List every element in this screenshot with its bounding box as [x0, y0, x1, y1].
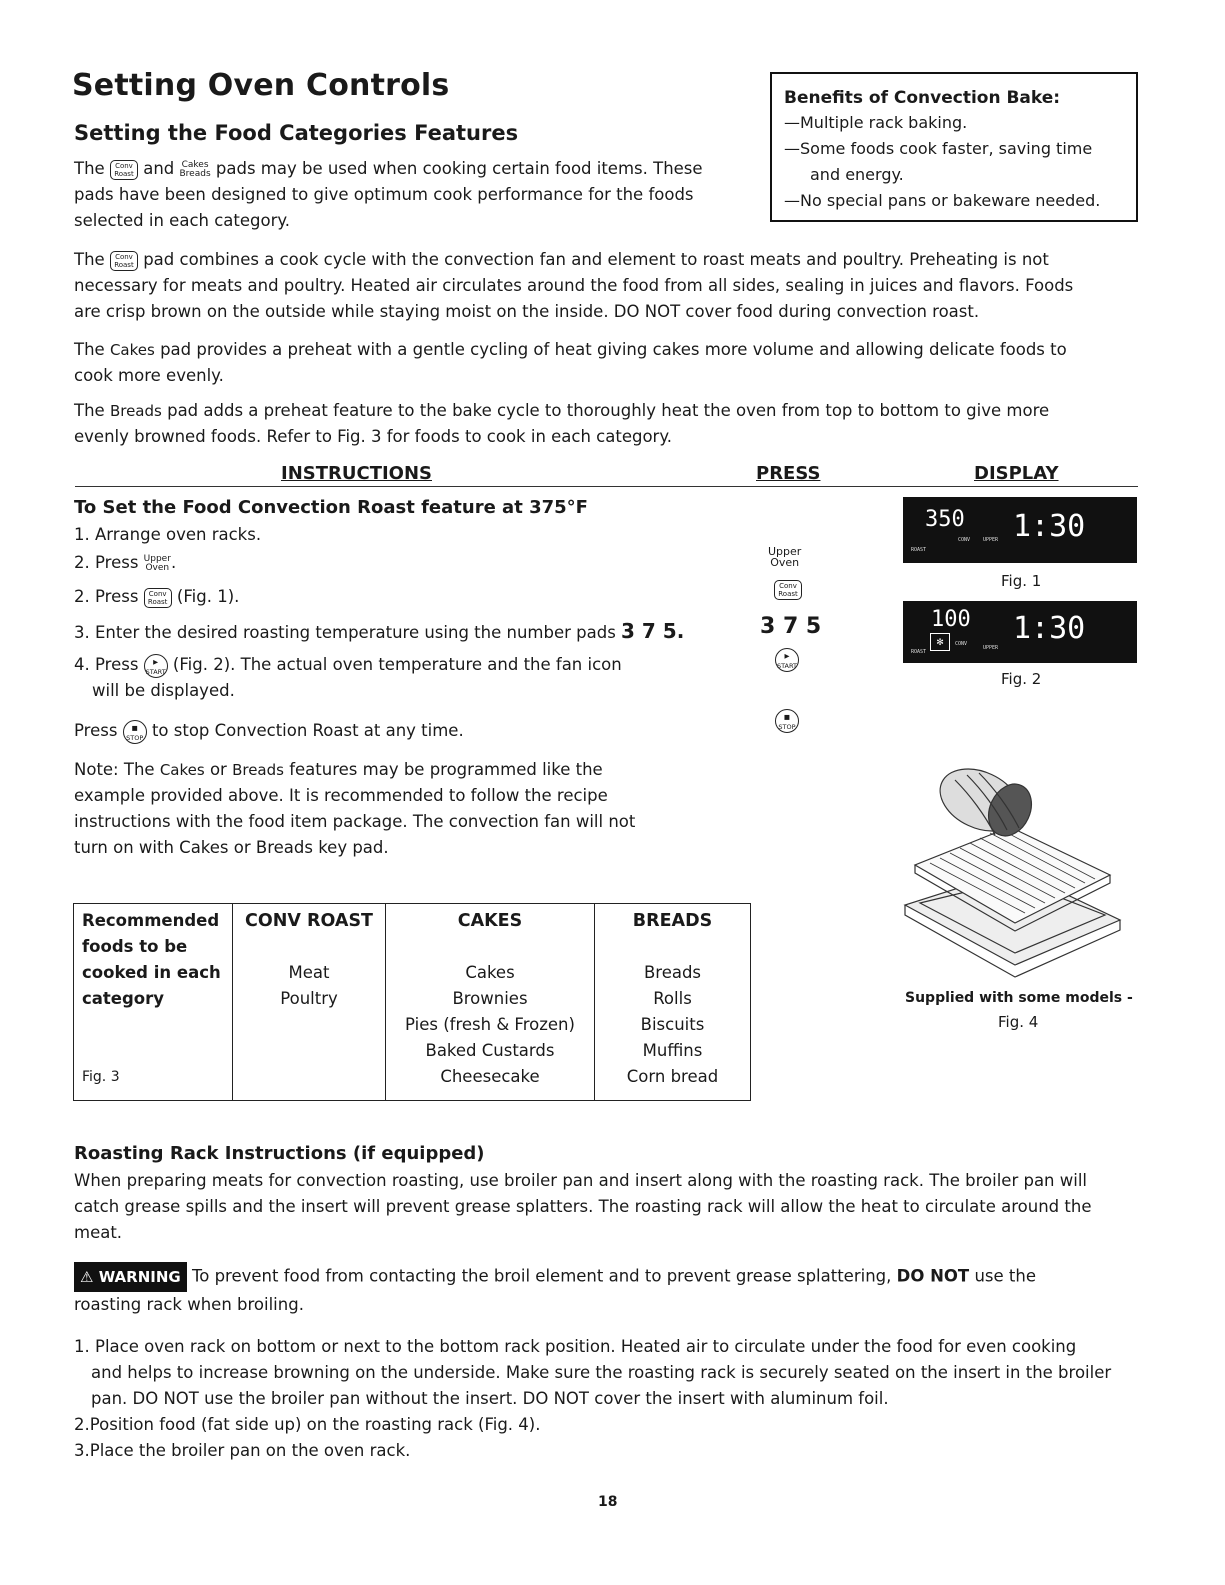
table-cell: Brownies [452, 989, 528, 1008]
instruction-step: 3. Enter the desired roasting temperature using the number pads 3 7 5. [74, 619, 685, 643]
table-header: CONV ROAST [245, 911, 373, 931]
table-cell: Pies (fresh & Frozen) [405, 1015, 575, 1034]
press-start-icon: ▶ START [775, 648, 799, 672]
cakes-breads-pad-icon: Cakes Breads [179, 159, 211, 179]
display-temperature: 350 [925, 507, 965, 532]
table-cell: Muffins [642, 1041, 703, 1060]
page-number: 18 [598, 1494, 618, 1510]
intro-text: pads have been designed to give optimum cook performance for the foods [74, 185, 694, 204]
benefit-item: —Multiple rack baking. [784, 113, 968, 132]
instruction-step: 1. Arrange oven racks. [74, 525, 262, 544]
page-title: Setting Oven Controls [72, 68, 450, 103]
table-label-cell: Recommended foods to be cooked in each category Fig. 3 [74, 904, 233, 1101]
display-label: ROAST [911, 649, 927, 655]
column-header-instructions: INSTRUCTIONS [281, 463, 432, 484]
benefit-item: —Some foods cook faster, saving time [784, 139, 1093, 158]
fig4-label: Fig. 4 [998, 1013, 1039, 1031]
step-item: pan. DO NOT use the broiler pan without the insert. DO NOT cover the insert with aluminum foil. [91, 1389, 889, 1408]
table-column-cakes [386, 904, 595, 1101]
conv-roast-pad-icon: Conv Roast [110, 251, 138, 271]
roasting-steps [74, 1334, 1154, 1464]
instruction-stop: Press ■ STOP to stop Convection Roast at any time. [74, 721, 464, 742]
press-stop-icon: ■ STOP [775, 709, 799, 733]
conv-roast-pad-icon: Conv Roast [144, 588, 172, 608]
warning-paragraph: ⚠ WARNING To prevent food from contacting the broil element and to prevent grease splattering, DO NOT use the roasting rack when broiling. [74, 1262, 1154, 1318]
fig1-display [903, 497, 1137, 563]
instructions-heading: To Set the Food Convection Roast feature at 375°F [74, 497, 588, 518]
step-item: 3.Place the broiler pan on the oven rack. [74, 1441, 411, 1460]
display-label: CONV [958, 537, 971, 543]
table-cell: Baked Custards [425, 1041, 555, 1060]
roasting-paragraph: When preparing meats for convection roasting, use broiler pan and insert along with the roasting rack. The broiler pan will catch grease spills and the insert will prevent grease splatters. The roasting rack will allow the heat to circulate around the meat. [74, 1171, 1092, 1242]
section-heading: Setting the Food Categories Features [74, 121, 519, 145]
table-cell: Poultry [280, 989, 338, 1008]
roasting-rack-illustration [895, 755, 1125, 985]
table-column-conv-roast [233, 904, 386, 1101]
table-cell: Rolls [653, 989, 692, 1008]
display-time: 1:30 [1013, 611, 1086, 646]
warning-badge: ⚠ WARNING [74, 1262, 187, 1292]
upper-oven-pad-icon: Upper Oven [143, 553, 171, 573]
instruction-step: 2. Press Conv Roast (Fig. 1). [74, 587, 240, 606]
press-conv-roast-icon: Conv Roast [774, 580, 802, 600]
intro-text: The [74, 159, 105, 178]
fig2-display [903, 601, 1137, 663]
food-category-table [73, 903, 751, 1101]
stop-pad-icon: ■ STOP [123, 720, 147, 744]
table-cell: Cakes [465, 963, 515, 982]
roasting-heading: Roasting Rack Instructions (if equipped) [74, 1143, 485, 1164]
fig3-caption: Fig. 3 [82, 1069, 120, 1085]
conv-roast-paragraph: The Conv Roast pad combines a cook cycle with the convection fan and element to roast meats and poultry. Preheating is not necessary for meats and poultry. Heated air circulates around the food from all sides, sealing in juices and flavors. Foods are crisp brown on the outside while staying moist on the inside. DO NOT cover food during convection roast. [74, 250, 1074, 321]
instruction-step: 2. Press Upper Oven . [74, 553, 177, 573]
display-label: ROAST [911, 547, 927, 553]
benefits-box [770, 72, 1138, 222]
display-label: UPPER [983, 645, 999, 651]
table-cell: Corn bread [626, 1067, 719, 1086]
column-header-press: PRESS [756, 463, 821, 484]
display-temperature: 100 [931, 607, 971, 632]
start-pad-icon: ▶ START [144, 654, 168, 678]
fig2-caption: Fig. 2 [1001, 670, 1042, 688]
intro-text: selected in each category. [74, 211, 291, 230]
table-cell: Meat [288, 963, 330, 982]
benefits-title: Benefits of Convection Bake: [784, 88, 1061, 108]
display-label: UPPER [983, 537, 999, 543]
fig1-caption: Fig. 1 [1001, 572, 1042, 590]
conv-roast-pad-icon: Conv Roast [110, 160, 138, 180]
fan-icon: ✻ [930, 633, 950, 651]
intro-text: and [143, 159, 175, 178]
benefit-item: —No special pans or bakeware needed. [784, 191, 1101, 210]
table-header: CAKES [457, 911, 523, 931]
breads-paragraph: The Breads pad adds a preheat feature to the bake cycle to thoroughly heat the oven from top to bottom to give more evenly browned foods. Refer to Fig. 3 for foods to cook in each category. [74, 401, 1050, 446]
table-header: BREADS [632, 911, 713, 931]
header-rule [75, 486, 1138, 487]
press-number-pads: 3 7 5 [760, 614, 822, 639]
cakes-paragraph: The Cakes pad provides a preheat with a gentle cycling of heat giving cakes more volume and allowing delicate foods to cook more evenly. [74, 340, 1067, 385]
table-cell: Breads [643, 963, 702, 982]
table-cell: Cheesecake [440, 1067, 540, 1086]
table-column-breads [595, 904, 751, 1101]
table-cell: Biscuits [640, 1015, 705, 1034]
warning-icon: ⚠ [80, 1268, 94, 1286]
fig4-caption: Supplied with some models - [905, 990, 1133, 1006]
intro-paragraph [74, 156, 754, 234]
press-upper-oven-icon: Upper Oven [768, 545, 802, 569]
step-item: 2.Position food (fat side up) on the roasting rack (Fig. 4). [74, 1415, 541, 1434]
intro-text: pads may be used when cooking certain food items. These [215, 159, 703, 178]
column-header-display: DISPLAY [974, 463, 1059, 484]
display-time: 1:30 [1013, 509, 1086, 544]
note-paragraph: Note: The Cakes or Breads features may be programmed like the example provided above. It is recommended to follow the recipe instructions with the food item package. The convection fan will not turn on with Cakes or Breads key pad. [74, 760, 636, 857]
display-label: CONV [955, 641, 968, 647]
instruction-step: 4. Press ▶ START (Fig. 2). The actual oven temperature and the fan icon will be displayed. [74, 655, 622, 700]
benefit-item: and energy. [810, 165, 904, 184]
step-item: 1. Place oven rack on bottom or next to the bottom rack position. Heated air to circulate under the food for even cooking [74, 1337, 1077, 1356]
step-item: and helps to increase browning on the underside. Make sure the roasting rack is securely seated on the insert in the broiler [91, 1363, 1112, 1382]
